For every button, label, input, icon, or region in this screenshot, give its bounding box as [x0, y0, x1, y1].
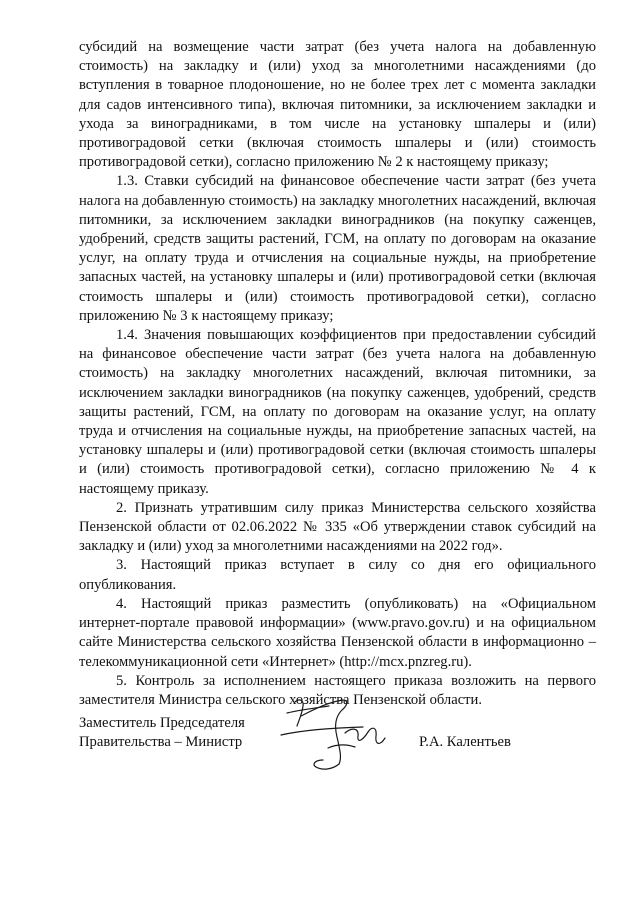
paragraph-subsidy-reimbursement: субсидий на возмещение части затрат (без учета налога на добавленную стоимость) на закладку и (или) уход за многолетними насаждениями (до вступления в товарное плодоношение, но не более трех лет с момента закладки для садов интенсивного типа), включая питомники, за исключением закладки и ухода за виноградниками, в том числе на установку шпалеры и (или) противоградовой сетки (включая стоимость шпалеры и (или) стоимость противоградовой сетки), согласно приложению № 2 к настоящему приказу; — [79, 39, 596, 171]
signer-position-line-1: Заместитель Председателя — [79, 715, 245, 731]
signer-position-line-2: Правительства – Министр — [79, 734, 243, 751]
document-body — [79, 38, 596, 710]
paragraph-item-2: 2. Признать утратившим силу приказ Министерства сельского хозяйства Пензенской области от 02.06.2022 № 335 «Об утверждении ставок субсидий на закладку и (или) уход за многолетними насаждениями на 2022 год». — [79, 499, 596, 555]
paragraph-item-5: 5. Контроль за исполнением настоящего приказа возложить на первого заместителя Министра сельского хозяйства Пензенской области. — [79, 672, 596, 708]
handwritten-signature-icon — [273, 692, 413, 776]
paragraph-item-4: 4. Настоящий приказ разместить (опубликовать) на «Официальном интернет-портале правовой информации» (www.pravo.gov.ru) и на официальном сайте Министерства сельского хозяйства Пензенской области в информационно – телекоммуникационной сети «Интернет» (http://mcx.pnzreg.ru). — [79, 595, 596, 670]
paragraph-item-1-3: 1.3. Ставки субсидий на финансовое обеспечение части затрат (без учета налога на добавленную стоимость) на закладку многолетних насаждений, включая питомники, за исключением закладки виноградников (на покупку саженцев, удобрений, средств защиты растений, ГСМ, на оплату по договорам на оказание услуг, на оплату труда и отчисления на социальные нужды, на приобретение запасных частей, на установку шпалеры и (или) противоградовой сетки (включая стоимость шпалеры и (или) стоимость противоградовой сетки), согласно приложению № 3 к настоящему приказу; — [79, 173, 596, 324]
paragraph-item-1-4: 1.4. Значения повышающих коэффициентов при предоставлении субсидий на финансовое обеспечение части затрат (без учета налога на добавленную стоимость) на закладку многолетних насаждений, включая питомники, за исключением закладки виноградников (на покупку саженцев, удобрений, средств защиты растений, ГСМ, на оплату по договорам на оказание услуг, на оплату труда и отчисления на социальные нужды, на приобретение запасных частей, на установку шпалеры и (или) противоградовой сетки (включая стоимость шпалеры и (или) стоимость противоградовой сетки), согласно приложению № 4 к настоящему приказу. — [79, 327, 596, 497]
signature-block — [79, 714, 596, 794]
paragraph-item-3: 3. Настоящий приказ вступает в силу со дня его официального опубликования. — [79, 557, 596, 593]
signer-position — [79, 714, 245, 752]
signer-name: Р.А. Калентьев — [419, 734, 511, 750]
